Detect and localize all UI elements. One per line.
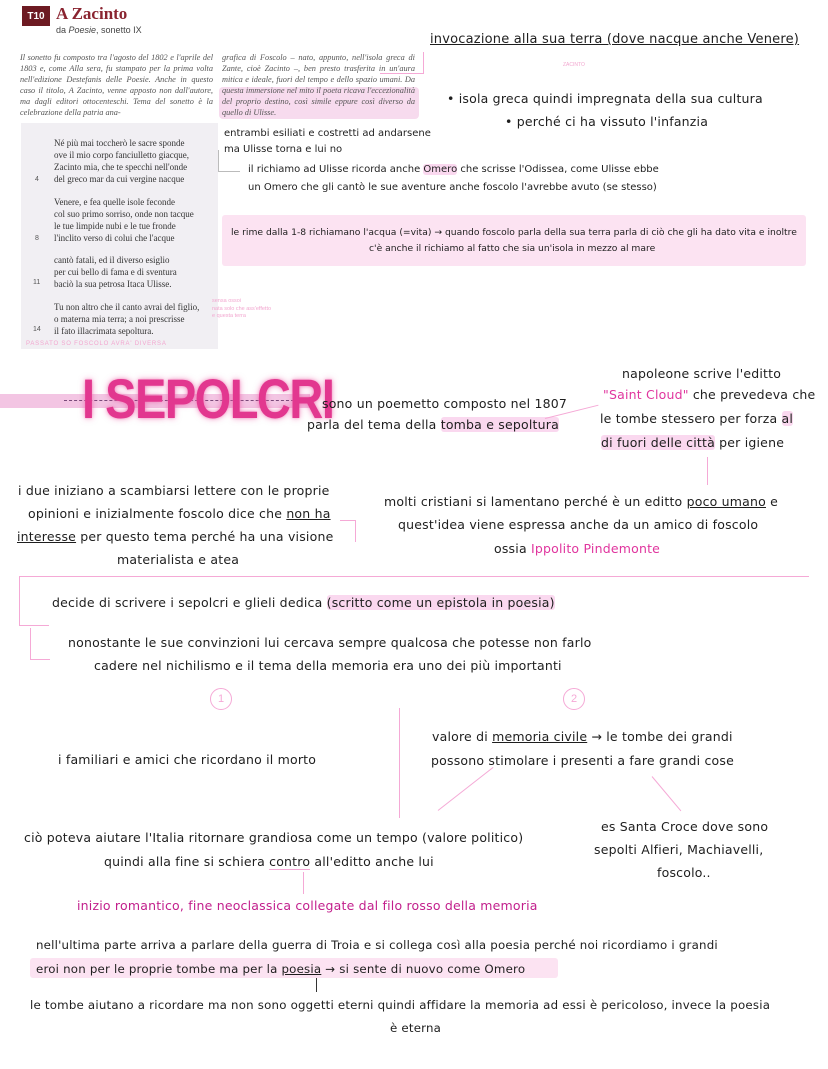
note-letters-1: i due iniziano a scambiarsi lettere con le proprie [18, 483, 330, 498]
connector-line [707, 457, 708, 485]
note-letters-2: opinioni e inizialmente foscolo dice che non ha [28, 506, 331, 521]
connector-line [438, 767, 494, 811]
note-christians-2: quest'idea viene espressa anche da un amico di foscolo [398, 517, 759, 532]
bracket-line [30, 659, 50, 660]
note-italia-2: quindi alla fine si schiera contro all'editto anche lui [104, 854, 434, 869]
note-invocation: invocazione alla sua terra (dove nacque anche Venere) [430, 32, 800, 47]
note-napoleone-3: le tombe stessero per forza al [600, 411, 794, 426]
bracket-line [30, 628, 31, 660]
note-bullet-childhood: • perché ci ha vissuto l'infanzia [505, 114, 709, 129]
line-number: 11 [33, 279, 41, 286]
connector-line [380, 73, 424, 74]
book-header [22, 4, 222, 38]
note-nonostante-2: cadere nel nichilismo e il tema della memoria era uno dei più importanti [94, 658, 562, 673]
note-rhymes-1: le rime dalla 1-8 richiamano l'acqua (=vita) → quando foscolo parla della sua terra parla di ciò che gli ha dato vita e inoltre [231, 227, 797, 238]
poem-side-note: sensa ossoi nata solo che ass'effetto e questa terra [212, 298, 272, 320]
poem-title: A Zacinto [56, 4, 128, 23]
note-napoleone-2: "Saint Cloud" che prevedeva che [603, 387, 816, 402]
section-title-sepolcri: I SEPOLCRI [82, 367, 334, 430]
note-santa-croce-3: foscolo.. [657, 865, 711, 880]
note-exiles: entrambi esiliati e costretti ad andarsene ma Ulisse torna e lui no [224, 128, 431, 155]
bracket-line [19, 576, 809, 577]
bracket-line [19, 576, 20, 626]
note-nonostante-1: nonostante le sue convinzioni lui cercava sempre qualcosa che potesse non farlo [68, 635, 592, 650]
note-homer-1: il richiamo ad Ulisse ricorda anche Omero che scrisse l'Odissea, come Ulisse ebbe [248, 164, 659, 175]
connector-line [218, 150, 219, 172]
connector-line [303, 872, 304, 894]
note-troia-1: nell'ultima parte arriva a parlare della guerra di Troia e si collega così alla poesia perché noi ricordiamo i grandi [36, 938, 718, 952]
poem-stanza-4: Tu non altro che il canto avrai del figlio, o materna mia terra; a noi prescrisse il fato illacrimata sepoltura. [54, 302, 200, 337]
note-valore-2: possono stimolare i presenti a fare grandi cose [431, 753, 734, 768]
connector-line [316, 978, 317, 992]
note-poemetto-2: parla del tema della tomba e sepoltura [307, 417, 559, 432]
note-tombe-2: è eterna [390, 1021, 442, 1035]
note-tombe-1: le tombe aiutano a ricordare ma non sono oggetti eterni quindi affidare la memoria ad essi è pericoloso, invece la poesia [30, 998, 771, 1012]
poem-pink-note: PASSATO SO FOSCOLO AVRA' DIVERSA [26, 341, 167, 347]
connector-line [355, 520, 356, 542]
note-romantico: inizio romantico, fine neoclassica collegate dal filo rosso della memoria [77, 898, 538, 913]
connector-line [218, 171, 240, 172]
point-number-2: 2 [563, 688, 585, 710]
note-napoleone-4: di fuori delle città per igiene [601, 435, 785, 450]
note-christians-1: molti cristiani si lamentano perché è un editto poco umano e [384, 494, 779, 509]
note-letters-4: materialista e atea [117, 552, 240, 567]
point-number-1: 1 [210, 688, 232, 710]
connector-line [652, 776, 682, 811]
note-letters-3: interesse per questo tema perché ha una visione [17, 529, 334, 544]
note-rhymes-2: c'è anche il richiamo al fatto che sia un'isola in mezzo al mare [369, 243, 656, 254]
connector-line [340, 520, 356, 521]
intro-text-left: Il sonetto fu composto tra l'agosto del 1802 e l'aprile del 1803 e, come Alla sera, fu stampato per la prima volta nell'edizione Destefanis delle Poesie. Anche in questo caso il titolo, A Zacinto, venne apposto non dall'autore, ma dagli editori ottocenteschi. Tema del sonetto è la celebrazione della patria ana- [20, 53, 213, 117]
note-italia-1: ciò poteva aiutare l'Italia ritornare grandiosa come un tempo (valore politico) [24, 830, 524, 845]
poem-subtitle: da Poesie, sonetto IX [56, 25, 142, 35]
note-poemetto-1: sono un poemetto composto nel 1807 [322, 396, 568, 411]
note-napoleone-1: napoleone scrive l'editto [622, 366, 782, 381]
poem-stanza-2: Venere, e fea quelle isole feconde col suo primo sorriso, onde non tacque le tue limpide nubi e le tue fronde l'inclito verso di colui che l'acque [54, 197, 194, 244]
poem-stanza-1: Né più mai toccherò le sacre sponde ove il mio corpo fanciulletto giacque, Zacinto mia, che te specchi nell'onde del greco mar da cui vergine nacque [54, 138, 189, 185]
mini-note: ZACINTO [563, 62, 585, 68]
line-number: 8 [35, 235, 39, 242]
intro-text-right: grafica di Foscolo – nato, appunto, nell'isola greca di Zante, cioè Zacinto –, ben presto trasferita in un'aura mitica e ideale, fuori del tempo e dello spazio umani. Da questa immersione nel mito il poeta ricava l'eccezionalità del proprio destino, così simile eppure così diverso da quello di Ulisse. [222, 53, 415, 117]
note-christians-3: ossia Ippolito Pindemonte [494, 541, 661, 556]
connector-line [423, 52, 424, 74]
line-number: 4 [35, 176, 39, 183]
note-santa-croce-1: es Santa Croce dove sono [601, 819, 769, 834]
poem-stanza-3: cantò fatali, ed il diverso esiglio per cui bello di fama e di sventura baciò la sua petrosa Itaca Ulisse. [54, 255, 177, 290]
note-troia-2: eroi non per le proprie tombe ma per la poesia → si sente di nuovo come Omero [36, 962, 526, 976]
line-number: 14 [33, 326, 41, 333]
bracket-line [19, 625, 49, 626]
section-badge: T10 [22, 6, 50, 26]
note-santa-croce-2: sepolti Alfieri, Machiavelli, [594, 842, 764, 857]
note-valore-1: valore di memoria civile → le tombe dei grandi [432, 729, 733, 744]
note-familiari: i familiari e amici che ricordano il morto [58, 752, 317, 767]
note-bullet-culture: • isola greca quindi impregnata della sua cultura [447, 91, 763, 106]
divider-line [399, 708, 400, 818]
note-homer-2: un Omero che gli cantò le sue aventure anche foscolo l'avrebbe avuto (se stesso) [248, 182, 657, 193]
note-decide: decide di scrivere i sepolcri e glieli dedica (scritto come un epistola in poesia) [52, 595, 555, 610]
